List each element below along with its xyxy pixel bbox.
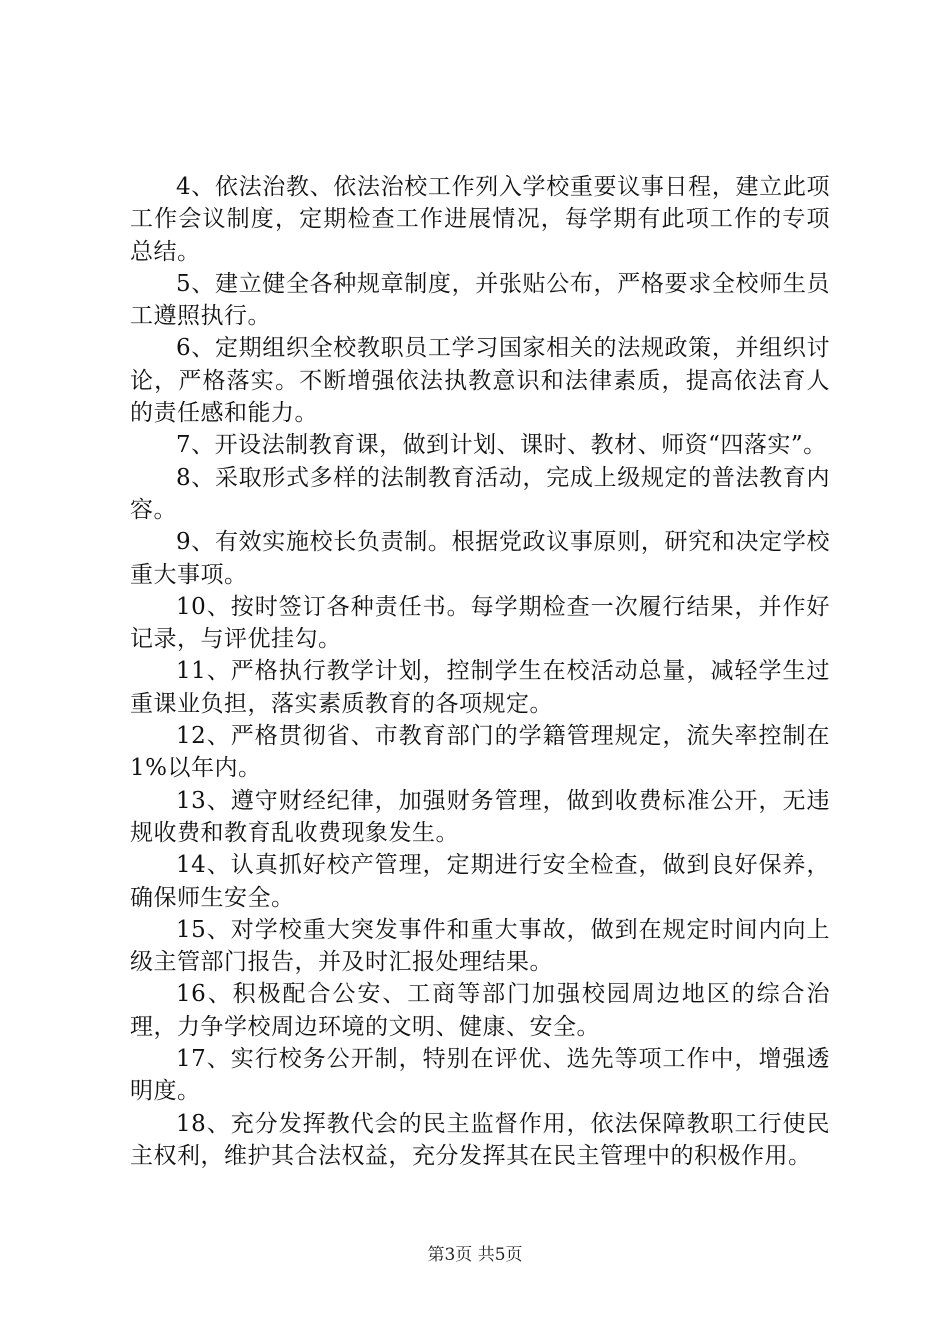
paragraph-11: 11、严格执行教学计划，控制学生在校活动总量，减轻学生过重课业负担，落实素质教育的各项规定。 [130,658,830,717]
page-footer [0,1240,950,1265]
paragraph-9: 9、有效实施校长负责制。根据党政议事原则，研究和决定学校重大事项。 [130,529,830,588]
paragraph-10: 10、按时签订各种责任书。每学期检查一次履行结果，并作好记录，与评优挂勾。 [130,593,830,653]
paragraph-5: 5、建立健全各种规章制度，并张贴公布，严格要求全校师生员工遵照执行。 [130,270,830,330]
paragraph-18: 18、充分发挥教代会的民主监督作用，依法保障教职工行使民主权利，维护其合法权益，充分发挥其在民主管理中的积极作用。 [130,1110,830,1169]
paragraph-13: 13、遵守财经纪律，加强财务管理，做到收费标准公开，无违规收费和教育乱收费现象发生。 [130,787,830,846]
paragraph-12: 12、严格贯彻省、市教育部门的学籍管理规定，流失率控制在1%以年内。 [130,723,830,782]
document-body [130,171,830,1172]
paragraph-4: 4、依法治教、依法治校工作列入学校重要议事日程，建立此项工作会议制度，定期检查工作进展情况，每学期有此项工作的专项总结。 [130,174,830,265]
paragraph-7: 7、开设法制教育课，做到计划、课时、教材、师资“四落实”。 [176,432,827,459]
page-number-label: 第3页 共5页 [427,1245,523,1265]
paragraph-6: 6、定期组织全校教职员工学习国家相关的法规政策，并组织讨论，严格落实。不断增强依法执教意识和法律素质，提高依法育人的责任感和能力。 [130,335,830,427]
paragraph-8: 8、采取形式多样的法制教育活动，完成上级规定的普法教育内容。 [130,464,830,523]
paragraph-16: 16、积极配合公安、工商等部门加强校园周边地区的综合治理，力争学校周边环境的文明、健康、安全。 [130,981,830,1040]
paragraph-15: 15、对学校重大突发事件和重大事故，做到在规定时间内向上级主管部门报告，并及时汇报处理结果。 [130,916,830,976]
paragraph-17: 17、实行校务公开制，特别在评优、选先等项工作中，增强透明度。 [130,1046,830,1105]
paragraph-14: 14、认真抓好校产管理，定期进行安全检查，做到良好保养，确保师生安全。 [130,852,830,911]
